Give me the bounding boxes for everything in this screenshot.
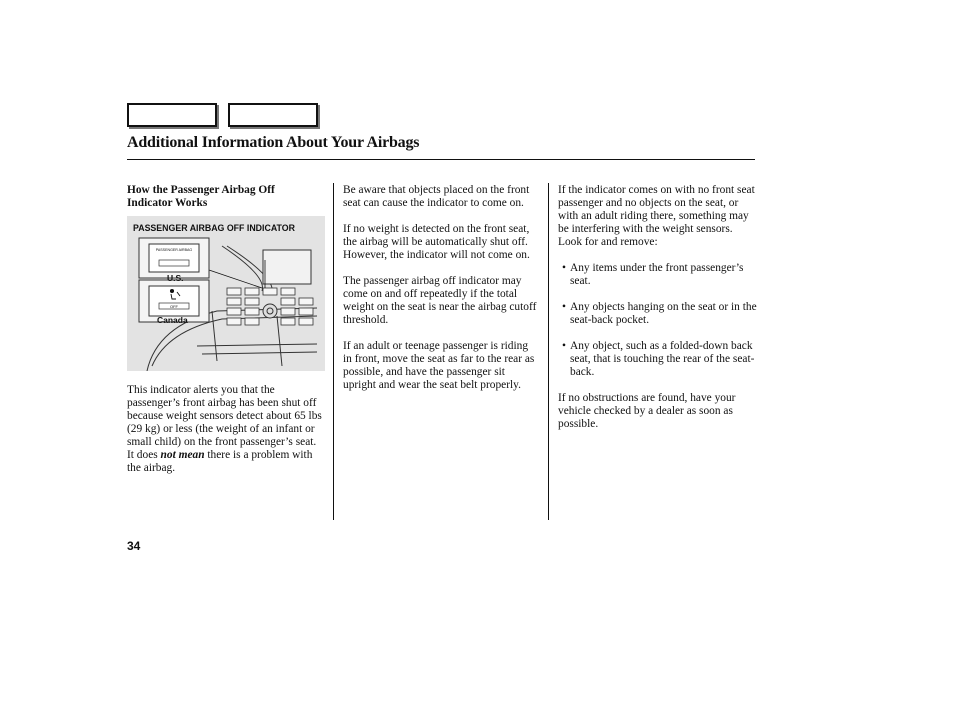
list-item: • Any object, such as a folded-down back seat, that is touching the rear of the seat-back. xyxy=(558,340,758,379)
paragraph: Be aware that objects placed on the front seat can cause the indicator to come on. xyxy=(343,184,530,209)
title-divider xyxy=(127,159,755,160)
paragraph: If an adult or teenage passenger is riding in front, move the seat as far to the rear as possible, and have the passenger sit upright and wear the seat belt properly. xyxy=(343,340,535,391)
section-subheading: How the Passenger Airbag Off Indicator Works xyxy=(127,184,275,209)
nav-tab-box-2[interactable] xyxy=(228,103,318,127)
us-label: U.S. xyxy=(167,273,184,283)
dashboard-illustration xyxy=(127,216,325,371)
indicator-description-text-2: there is a problem with the airbag. xyxy=(127,449,313,474)
column-2 xyxy=(343,184,539,405)
paragraph: The passenger airbag off indicator may come on and off repeatedly if the total weight on the seat is near the airbag cutoff threshold. xyxy=(343,275,537,326)
paragraph-intro: If the indicator comes on with no front seat passenger and no objects on the seat, or with an adult riding there, something may be interfering with the weight sensors. Look for and remove: xyxy=(558,184,755,248)
emphasis-not-mean: not mean xyxy=(160,449,205,461)
list-item: • Any objects hanging on the seat or in the seat-back pocket. xyxy=(558,301,758,327)
column-3 xyxy=(558,184,758,444)
column-divider-2 xyxy=(548,183,549,520)
removal-checklist xyxy=(558,262,758,379)
paragraph: If no weight is detected on the front seat, the airbag will be automatically shut off. However, the indicator will not come on. xyxy=(343,223,530,261)
nav-tab-box-1[interactable] xyxy=(127,103,217,127)
page-title: Additional Information About Your Airbags xyxy=(127,134,420,151)
us-indicator-text: PASSENGER AIRBAG xyxy=(155,248,193,252)
list-item: • Any items under the front passenger’s seat. xyxy=(558,262,758,288)
indicator-description xyxy=(127,384,323,475)
canada-indicator-text: OFF xyxy=(170,303,178,309)
figure-caption: PASSENGER AIRBAG OFF INDICATOR xyxy=(133,223,295,233)
canada-label: Canada xyxy=(157,315,188,325)
column-1 xyxy=(127,184,323,488)
paragraph-closing: If no obstructions are found, have your vehicle checked by a dealer as soon as possible. xyxy=(558,392,736,430)
indicator-figure xyxy=(127,216,325,371)
indicator-description-text-1: This indicator alerts you that the passenger’s front airbag has been shut off because weight sensors detect about 65 lbs (29 kg) or less (the weight of an infant or small child) on the front passenger’s seat. It does xyxy=(127,384,322,461)
page-number: 34 xyxy=(127,539,141,553)
column-divider-1 xyxy=(333,183,334,520)
